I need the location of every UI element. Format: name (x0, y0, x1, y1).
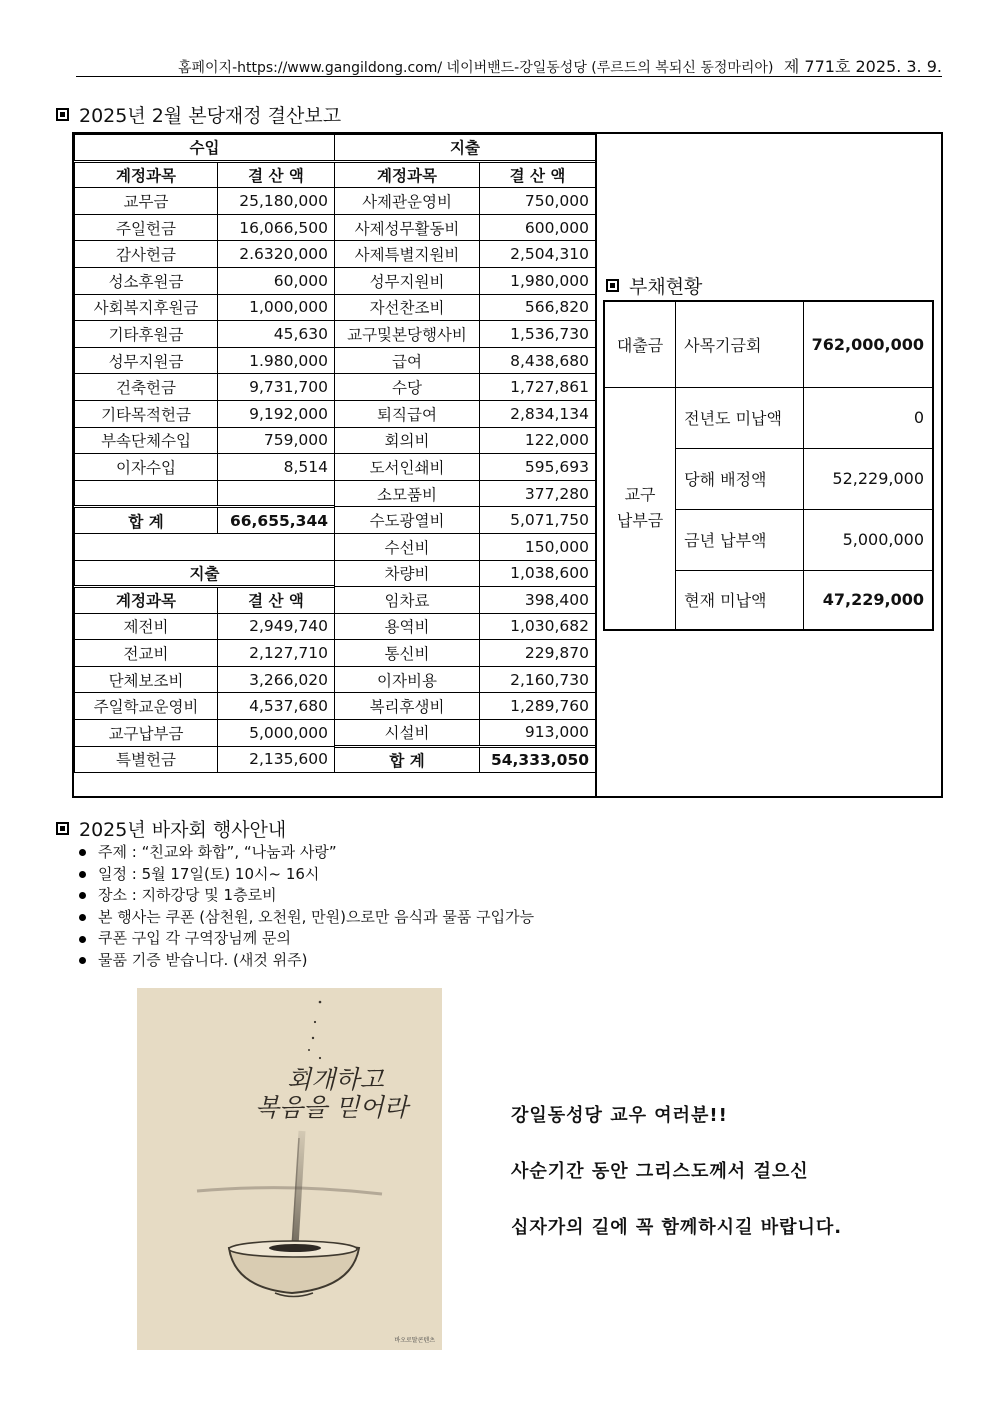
expense-total: 54,333,050 (480, 746, 596, 773)
table-row (335, 533, 596, 560)
table-row (75, 693, 335, 720)
table-row (75, 374, 335, 401)
table-row (335, 720, 596, 747)
account-name: 임차료 (335, 587, 480, 614)
col-amount-header: 결 산 액 (480, 161, 596, 188)
table-row (75, 560, 335, 587)
account-name: 제전비 (75, 613, 218, 640)
account-amount: 8,514 (218, 454, 335, 481)
table-row (335, 507, 596, 534)
list-item: 물품 기증 받습니다. (새것 위주) (76, 950, 534, 972)
table-row (335, 374, 596, 401)
account-name: 전교비 (75, 640, 218, 667)
table-row (75, 214, 335, 241)
account-name: 성무지원금 (75, 347, 218, 374)
loan-amount: 762,000,000 (803, 301, 933, 387)
account-name: 수당 (335, 374, 480, 401)
page-header (76, 54, 942, 77)
poster-line1: 회개하고 (287, 1065, 384, 1094)
account-name: 이자비용 (335, 666, 480, 693)
income-total: 66,655,344 (218, 507, 335, 534)
finance-section-title: 2025년 2월 본당재정 결산보고 (56, 101, 341, 128)
diocese-label: 교구 납부금 (604, 387, 676, 630)
account-name: 시설비 (335, 720, 480, 747)
list-item: 일정 : 5월 17일(토) 10시~ 16시 (76, 864, 534, 886)
table-row (335, 321, 596, 348)
account-name: 주일헌금 (75, 214, 218, 241)
table-row (75, 294, 335, 321)
account-amount: 9,731,700 (218, 374, 335, 401)
col-amount-header: 결 산 액 (218, 587, 335, 614)
table-row (335, 188, 596, 215)
account-amount: 150,000 (480, 533, 596, 560)
message-line1: 강일동성당 교우 여러분!! (511, 1105, 728, 1126)
account-name: 교구및본당행사비 (335, 321, 480, 348)
col-account-header: 계정과목 (335, 161, 480, 188)
table-row (335, 480, 596, 507)
square-bullet-icon (56, 822, 69, 835)
account-amount: 398,400 (480, 587, 596, 614)
expense-table (334, 134, 596, 773)
loan-item: 사목기금회 (676, 301, 804, 387)
account-name: 수도광열비 (335, 507, 480, 534)
table-row (335, 666, 596, 693)
account-amount: 1,289,760 (480, 693, 596, 720)
account-amount: 566,820 (480, 294, 596, 321)
col-account-header: 계정과목 (75, 161, 218, 188)
account-amount: 1,536,730 (480, 321, 596, 348)
table-row (335, 135, 596, 162)
table-row (75, 135, 335, 162)
account-amount: 3,266,020 (218, 666, 335, 693)
debt-row-label: 금년 납부액 (676, 509, 804, 570)
account-name: 사회복지후원금 (75, 294, 218, 321)
table-row (335, 454, 596, 481)
account-amount: 1.980,000 (218, 347, 335, 374)
account-amount: 2,504,310 (480, 241, 596, 268)
account-amount: 16,066,500 (218, 214, 335, 241)
debt-section-title: 부채현황 (606, 272, 702, 299)
bullet-icon (79, 892, 86, 899)
poster-illustration (137, 988, 442, 1350)
expense-header: 지출 (335, 135, 596, 162)
account-amount: 2,135,600 (218, 746, 335, 773)
account-amount: 1,000,000 (218, 294, 335, 321)
account-amount: 913,000 (480, 720, 596, 747)
debt-row-label: 현재 미납액 (676, 570, 804, 630)
loan-label: 대출금 (604, 301, 676, 387)
debt-row-label: 전년도 미납액 (676, 387, 804, 448)
account-name: 교무금 (75, 188, 218, 215)
account-name: 단체보조비 (75, 666, 218, 693)
income-total-label: 합 계 (75, 507, 218, 534)
account-amount: 60,000 (218, 267, 335, 294)
message-line3: 십자가의 길에 꼭 함께하시길 바랍니다. (511, 1217, 843, 1238)
account-name: 기타후원금 (75, 321, 218, 348)
table-row (335, 241, 596, 268)
table-row (335, 640, 596, 667)
table-row (335, 560, 596, 587)
table-row (335, 161, 596, 188)
table-row (75, 400, 335, 427)
table-row (335, 427, 596, 454)
table-row (75, 480, 335, 507)
debt-row-value: 52,229,000 (803, 448, 933, 509)
table-row (335, 587, 596, 614)
table-row (75, 347, 335, 374)
poster-caption: 바오로딸콘텐츠 (394, 1337, 435, 1344)
table-row (335, 347, 596, 374)
account-name: 사제관운영비 (335, 188, 480, 215)
loan-row (604, 301, 933, 387)
account-amount: 2,949,740 (218, 613, 335, 640)
table-row (75, 321, 335, 348)
account-name: 차량비 (335, 560, 480, 587)
account-name: 회의비 (335, 427, 480, 454)
diocese-row (604, 387, 933, 448)
account-amount: 229,870 (480, 640, 596, 667)
account-amount: 2,160,730 (480, 666, 596, 693)
account-name: 기타목적헌금 (75, 400, 218, 427)
bullet-icon (79, 957, 86, 964)
account-name: 성소후원금 (75, 267, 218, 294)
account-name: 교구납부금 (75, 720, 218, 747)
table-row (335, 294, 596, 321)
total-row (335, 746, 596, 773)
list-item: 주제 : “친교와 화합”, “나눔과 사랑” (76, 842, 534, 864)
total-row (75, 507, 335, 534)
account-amount: 4,537,680 (218, 693, 335, 720)
account-name: 용역비 (335, 613, 480, 640)
table-row (75, 613, 335, 640)
account-name: 자선찬조비 (335, 294, 480, 321)
empty-cell (75, 533, 335, 560)
table-row (75, 267, 335, 294)
account-name: 복리후생비 (335, 693, 480, 720)
bullet-icon (79, 849, 86, 856)
bullet-icon (79, 914, 86, 921)
table-row (75, 587, 335, 614)
account-amount: 9,192,000 (218, 400, 335, 427)
account-amount: 595,693 (480, 454, 596, 481)
square-bullet-icon (606, 279, 619, 292)
table-row (75, 720, 335, 747)
account-amount: 1,030,682 (480, 613, 596, 640)
table-row (335, 613, 596, 640)
table-row (75, 533, 335, 560)
account-amount: 1,727,861 (480, 374, 596, 401)
empty-cell (75, 480, 218, 507)
account-name: 사제성무활동비 (335, 214, 480, 241)
bullet-icon (79, 936, 86, 943)
account-name: 특별헌금 (75, 746, 218, 773)
account-amount: 45,630 (218, 321, 335, 348)
account-name: 주일학교운영비 (75, 693, 218, 720)
account-name: 급여 (335, 347, 480, 374)
income-header: 수입 (75, 135, 335, 162)
account-amount: 5,071,750 (480, 507, 596, 534)
bazaar-list (76, 842, 534, 972)
list-item: 장소 : 지하강당 및 1층로비 (76, 885, 534, 907)
debt-row-label: 당해 배정액 (676, 448, 804, 509)
account-name: 수선비 (335, 533, 480, 560)
account-name: 성무지원비 (335, 267, 480, 294)
table-row (75, 666, 335, 693)
account-name: 감사헌금 (75, 241, 218, 268)
message-line2: 사순기간 동안 그리스도께서 걸으신 (511, 1161, 809, 1182)
poster-line2: 복음을 믿어라 (255, 1093, 408, 1122)
account-name: 도서인쇄비 (335, 454, 480, 481)
account-amount: 1,980,000 (480, 267, 596, 294)
debt-row-value: 0 (803, 387, 933, 448)
debt-row-value: 47,229,000 (803, 570, 933, 630)
table-row (75, 188, 335, 215)
account-amount: 759,000 (218, 427, 335, 454)
account-amount: 1,038,600 (480, 560, 596, 587)
account-amount: 5,000,000 (218, 720, 335, 747)
account-amount: 2.6320,000 (218, 241, 335, 268)
header-text: 홈페이지-https://www.gangildong.com/ 네이버밴드-강일동성당 (루르드의 복되신 동정마리아) (177, 60, 774, 76)
account-amount: 25,180,000 (218, 188, 335, 215)
table-row (335, 214, 596, 241)
table-row (335, 267, 596, 294)
account-amount: 600,000 (480, 214, 596, 241)
account-amount: 377,280 (480, 480, 596, 507)
account-amount: 2,834,134 (480, 400, 596, 427)
list-item: 본 행사는 쿠폰 (삼천원, 오천원, 만원)으로만 음식과 물품 구입가능 (76, 907, 534, 929)
account-name: 사제특별지원비 (335, 241, 480, 268)
table-row (75, 161, 335, 188)
bullet-icon (79, 871, 86, 878)
debt-table (603, 300, 934, 631)
account-name: 소모품비 (335, 480, 480, 507)
bazaar-section-title: 2025년 바자회 행사안내 (56, 815, 286, 842)
square-bullet-icon (56, 108, 69, 121)
table-row (75, 746, 335, 773)
empty-cell (218, 480, 335, 507)
account-amount: 750,000 (480, 188, 596, 215)
expense-left-header: 지출 (75, 560, 335, 587)
account-name: 부속단체수입 (75, 427, 218, 454)
expense-total-label: 합 계 (335, 746, 480, 773)
list-item: 쿠폰 구입 각 구역장님께 문의 (76, 928, 534, 950)
income-table (74, 134, 335, 773)
col-amount-header: 결 산 액 (218, 161, 335, 188)
col-account-header: 계정과목 (75, 587, 218, 614)
lent-poster (137, 988, 442, 1350)
table-row (75, 640, 335, 667)
issue-number: 제 771호 2025. 3. 9. (783, 57, 942, 76)
account-name: 통신비 (335, 640, 480, 667)
table-row (335, 693, 596, 720)
table-row (75, 241, 335, 268)
table-row (335, 400, 596, 427)
table-row (75, 427, 335, 454)
account-name: 퇴직급여 (335, 400, 480, 427)
account-name: 이자수입 (75, 454, 218, 481)
debt-row-value: 5,000,000 (803, 509, 933, 570)
account-amount: 8,438,680 (480, 347, 596, 374)
account-amount: 2,127,710 (218, 640, 335, 667)
table-row (75, 454, 335, 481)
account-amount: 122,000 (480, 427, 596, 454)
account-name: 건축헌금 (75, 374, 218, 401)
